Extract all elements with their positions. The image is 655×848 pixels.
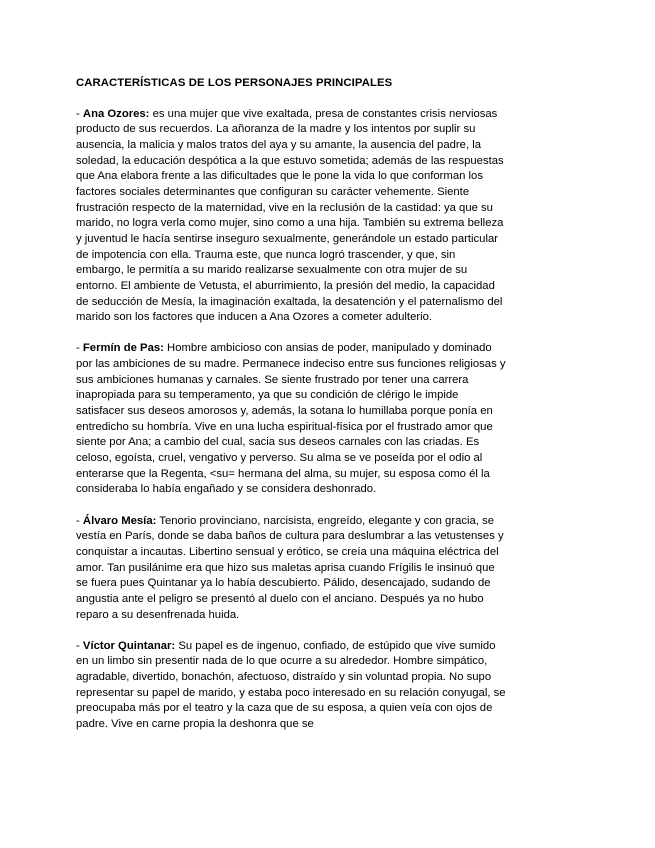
- section-fermin-de-pas: [76, 341, 506, 498]
- section-prefix: -: [76, 107, 83, 120]
- section-prefix: -: [76, 342, 83, 355]
- section-ana-ozores: [76, 107, 506, 326]
- character-description: es una mujer que vive exaltada, presa de constantes crisis nerviosas producto de sus recuerdos. La añoranza de la madre y los intentos por suplir su ausencia, la malicia y malos tratos del aya y su amante, la ausencia del padre, la soledad, la educación despótica a la que estuvo sometida; además de las respuestas que Ana elabora frente a las dificultades que le pone la vida lo que conforman los factores sociales determinantes que configuran su carácter vehemente. Siente frustración respecto de la maternidad, vive en la reclusión de la castidad: ya que su marido, no logra verla como mujer, sino como a una hija. También su extrema belleza y juventud le hacía sentirse inseguro sexualmente, generándole un estado particular de impotencia con ella. Trauma este, que nunca logró trascender, y que, sin embargo, le permitía a su marido realizarse sexualmente con otra mujer de su entorno. El ambiente de Vetusta, el aburrimiento, la presión del medio, la capacidad de seducción de Mesía, la imaginación exaltada, la desatención y el paternalismo del marido son los factores que inducen a Ana Ozores a cometer adulterio.: [76, 107, 504, 324]
- section-prefix: -: [76, 639, 83, 652]
- section-prefix: -: [76, 514, 83, 527]
- character-name: Ana Ozores:: [82, 107, 150, 120]
- section-alvaro-mesia: [76, 514, 506, 624]
- document-body: [76, 76, 506, 748]
- character-name: Álvaro Mesía:: [82, 514, 157, 527]
- character-description: Su papel es de ingenuo, confiado, de estúpido que vive sumido en un limbo sin presentir nada de lo que ocurre a su alrededor. Hombre simpático, agradable, divertido, bonachón, afectuoso, distraído y sin voluntad propia. No supo representar su papel de marido, y estaba poco interesado en su relación conyugal, se preocupaba más por el teatro y la caza que de su esposa, a quien veía con ojos de padre. Vive en carne propia la deshonra que se: [76, 639, 506, 731]
- section-victor-quintanar: [76, 639, 506, 733]
- character-description: Tenorio provinciano, narcisista, engreído, elegante y con gracia, se vestía en París, donde se daba baños de cultura para deslumbrar a las vetustenses y conquistar a incautas. Libertino sensual y erótico, se creía una máquina eléctrica del amor. Tan pusilánime era que hizo sus maletas aprisa cuando Frígilis le insinuó que se fuera pues Quintanar ya lo había descubierto. Pálido, desencajado, sudando de angustia ante el peligro se presentó al duelo con el anciano. Después ya no hubo reparo a su desenfrenada huida.: [76, 514, 504, 621]
- character-name: Víctor Quintanar:: [82, 639, 176, 652]
- document-heading: CARACTERÍSTICAS DE LOS PERSONAJES PRINCIPALES: [76, 77, 393, 89]
- character-description: Hombre ambicioso con ansias de poder, manipulado y dominado por las ambiciones de su madre. Permanece indeciso entre sus funciones religiosas y sus ambiciones humanas y carnales. Se siente frustrado por tener una carrera inapropiada para su temperamento, ya que su condición de clérigo le impide satisfacer sus deseos amorosos y, además, la sotana lo humillaba porque ponía en entredicho su hombría. Vive en una lucha espiritual-física por el frustrado amor que siente por Ana; a cambio del cual, sacia sus deseos carnales con las criadas. Es celoso, egoísta, cruel, vengativo y perverso. Su alma se ve poseída por el odio al enterarse que la Regenta, <su= hermana del alma, su mujer, su esposa como él la consideraba lo había engañado y se considera deshonrado.: [76, 342, 506, 496]
- character-name: Fermín de Pas:: [82, 342, 164, 355]
